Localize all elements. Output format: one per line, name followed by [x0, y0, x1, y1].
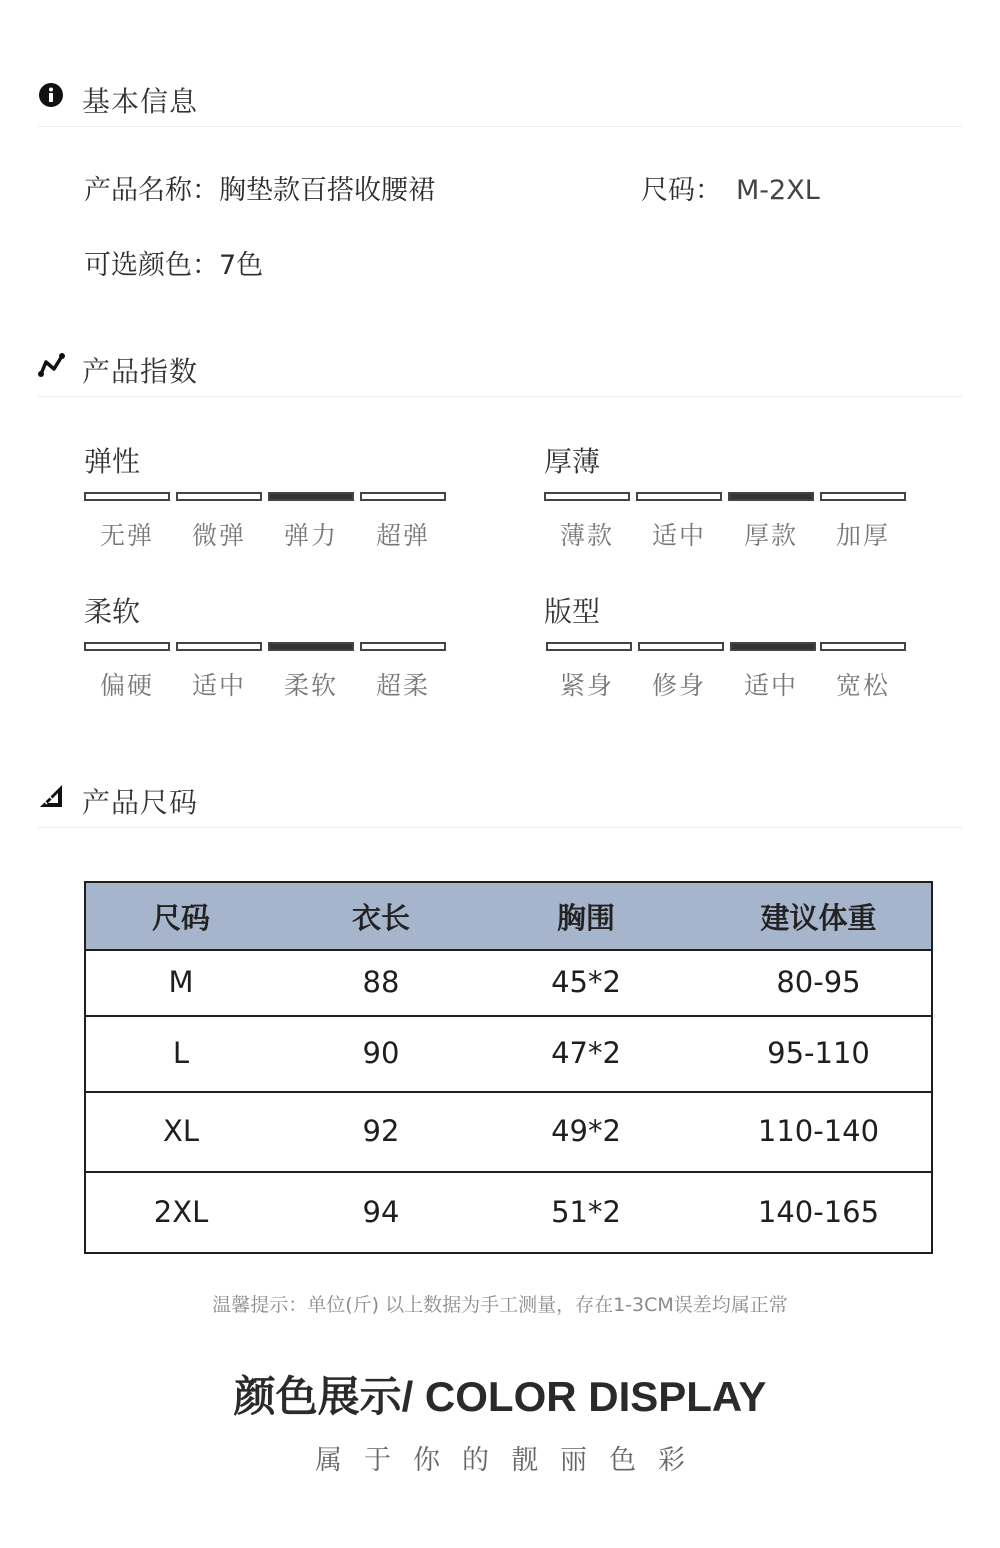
index-option: 适中: [743, 671, 798, 700]
index-fit: [544, 590, 924, 720]
section-header-product-index: [38, 336, 962, 397]
table-header-cell: 胸围: [556, 900, 615, 935]
ruler-triangle-icon: [38, 783, 64, 809]
index-segment: [820, 492, 906, 501]
index-option: 超柔: [375, 671, 430, 700]
index-option: 修身: [651, 671, 706, 700]
index-option: 适中: [191, 671, 246, 700]
table-cell: 88: [362, 965, 400, 999]
table-cell: M: [168, 965, 194, 999]
index-option: 弹力: [283, 521, 338, 550]
size-range-value: M-2XL: [736, 175, 820, 206]
table-header-cell: 尺码: [151, 900, 210, 935]
color-count-line: [84, 243, 263, 282]
index-option: 薄款: [559, 521, 614, 550]
table-cell: XL: [162, 1114, 200, 1148]
table-cell: 2XL: [153, 1194, 209, 1229]
table-cell: 49*2: [551, 1114, 621, 1148]
table-row: [86, 1091, 931, 1173]
section-header-product-size: [38, 767, 962, 828]
color-display-title: 颜色展示/ COLOR DISPLAY: [233, 1373, 767, 1420]
index-option: 宽松: [835, 671, 890, 700]
table-cell: 45*2: [551, 965, 621, 999]
index-option: 超弹: [375, 521, 430, 550]
section-title: 产品尺码: [82, 786, 199, 819]
index-option: 偏硬: [99, 671, 154, 700]
index-title: 版型: [544, 595, 601, 628]
table-header-cell: 建议体重: [760, 900, 877, 935]
index-segment: [84, 642, 170, 651]
measurement-note: 温馨提示：单位(斤) 以上数据为手工测量，存在1-3CM误差均属正常: [212, 1294, 788, 1316]
table-cell: 140-165: [757, 1194, 880, 1229]
table-cell: 110-140: [757, 1114, 880, 1148]
index-option: 微弹: [191, 521, 246, 550]
index-segment: [176, 642, 262, 651]
section-header-basic-info: [38, 66, 962, 127]
table-row: [86, 1171, 931, 1252]
index-elasticity: [84, 440, 464, 570]
index-option: 加厚: [835, 521, 890, 550]
table-cell: 94: [362, 1194, 400, 1229]
index-option: 柔软: [283, 671, 338, 700]
table-cell: 95-110: [767, 1036, 870, 1070]
index-segment-selected: [268, 492, 354, 501]
index-thickness: [544, 440, 924, 570]
section-title: 产品指数: [82, 355, 199, 388]
index-segment: [638, 642, 724, 651]
index-softness: [84, 590, 464, 720]
section-title: 基本信息: [82, 85, 199, 118]
table-row: [86, 949, 931, 1017]
index-segment: [360, 642, 446, 651]
product-name-line: [84, 168, 435, 207]
size-range-label: 尺码：: [641, 175, 722, 206]
product-name-label: 产品名称：: [84, 175, 219, 206]
color-count-value: 7色: [219, 250, 264, 281]
index-segment: [546, 642, 632, 651]
table-cell: 51*2: [551, 1194, 621, 1229]
table-header-row: [86, 883, 931, 951]
index-option: 厚款: [743, 521, 798, 550]
index-segment: [176, 492, 262, 501]
index-option: 紧身: [559, 671, 614, 700]
color-count-label: 可选颜色：: [84, 250, 219, 281]
size-table: [84, 881, 933, 1254]
index-segment: [544, 492, 630, 501]
index-segment-selected: [728, 492, 814, 501]
index-option: 无弹: [99, 521, 154, 550]
table-cell: 47*2: [551, 1036, 621, 1070]
table-row: [86, 1015, 931, 1093]
table-cell: 92: [362, 1114, 400, 1148]
index-option: 适中: [651, 521, 706, 550]
table-cell: 90: [362, 1036, 400, 1070]
index-title: 柔软: [84, 595, 141, 628]
index-segment: [360, 492, 446, 501]
index-title: 弹性: [84, 445, 141, 478]
info-circle-icon: [38, 82, 64, 108]
table-header-cell: 衣长: [351, 900, 410, 935]
index-segment-selected: [730, 642, 816, 651]
index-segment: [820, 642, 906, 651]
size-range-line: [641, 168, 820, 207]
trend-line-icon: [38, 352, 64, 378]
index-segment: [636, 492, 722, 501]
index-title: 厚薄: [544, 445, 601, 478]
table-cell: 80-95: [776, 965, 861, 999]
index-segment: [84, 492, 170, 501]
product-name-value: 胸垫款百搭收腰裙: [219, 175, 435, 206]
color-display-subtitle: 属于你的靓丽色彩: [315, 1445, 707, 1476]
table-cell: L: [172, 1036, 190, 1070]
index-segment-selected: [268, 642, 354, 651]
